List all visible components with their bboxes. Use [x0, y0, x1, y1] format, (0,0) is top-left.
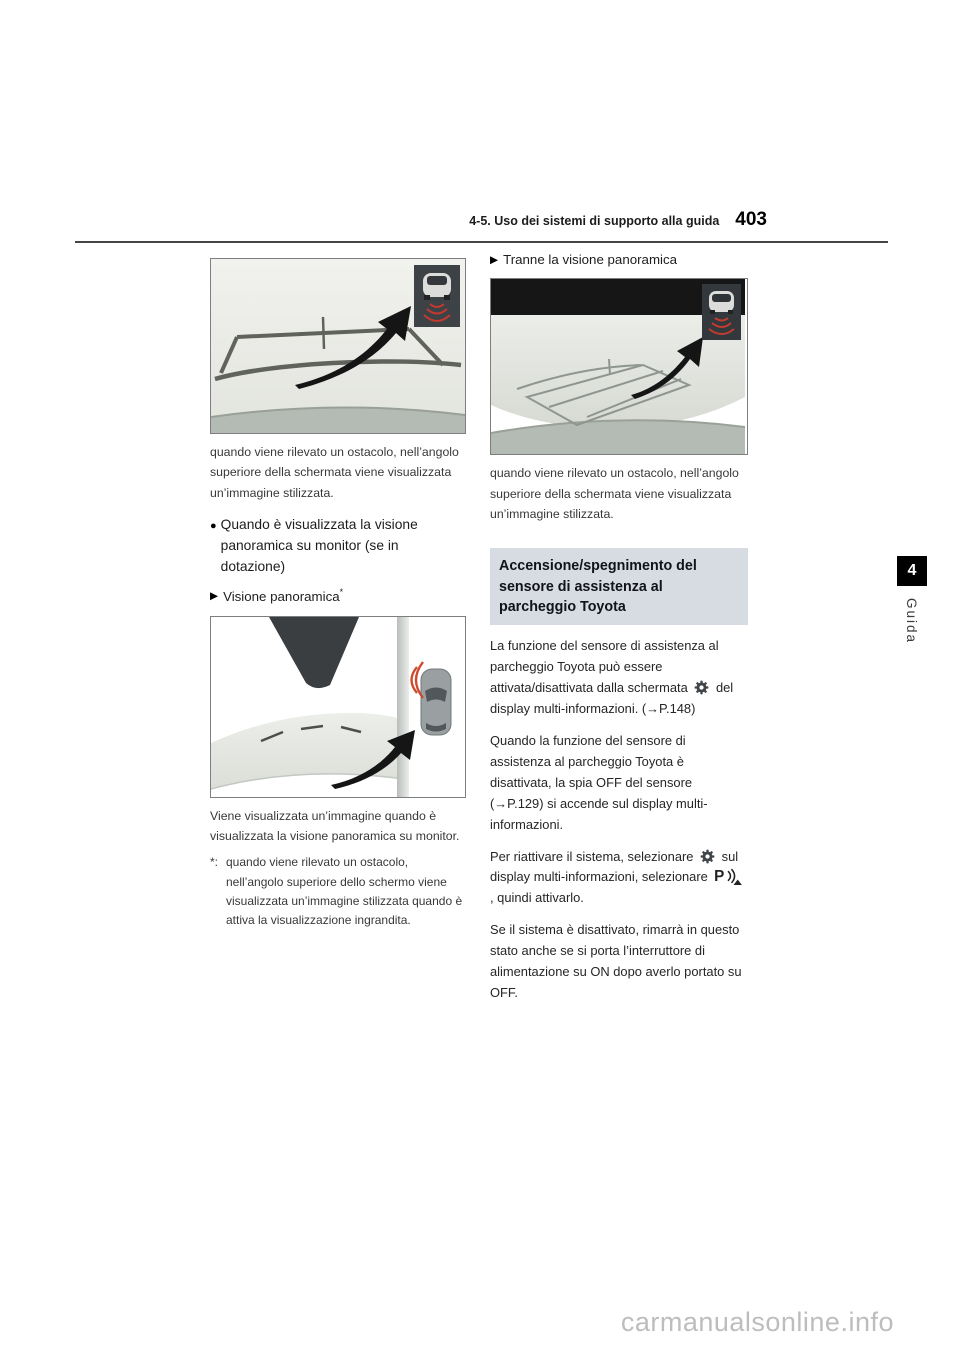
paragraph-text: del display multi-informazioni. (→P.148)	[490, 680, 734, 717]
arrow-bullet-icon: ▶	[210, 590, 219, 603]
paragraph-sensor-off-indicator: Quando la funzione del sensore di assistenza al parcheggio Toyota è disattivata, la spia OFF del sensore (→P.129) si accende sul display multi-informazioni.	[490, 733, 708, 832]
rear-camera-view-illustration	[211, 259, 465, 433]
paragraph-state-persist: Se il sistema è disattivato, rimarrà in questo stato anche se si porta l’interruttore di alimentazione su ON dopo averlo portato su OFF.	[490, 922, 742, 1000]
footnote-text: quando viene rilevato un ostacolo, nell’angolo superiore dello schermo viene visualizzata un’immagine stilizzata quando è attiva la visualizzazione ingrandita.	[226, 855, 463, 927]
panoramic-view-illustration	[211, 617, 465, 797]
left-column	[210, 258, 466, 930]
list-item-label	[223, 586, 343, 606]
chapter-tab	[897, 556, 927, 644]
list-item-text: Tranne la visione panoramica	[503, 252, 678, 267]
paragraph-reactivate	[490, 847, 748, 910]
page-header	[75, 209, 767, 231]
figure-panoramic-view-image	[210, 616, 466, 798]
watermark: carmanualsonline.info	[620, 1307, 894, 1337]
footnote	[210, 853, 466, 930]
paragraph-text: La funzione del sensore di assistenza al parcheggio Toyota può essere attivata/disattivata dalla schermata	[490, 638, 719, 696]
settings-gear-icon	[700, 849, 715, 864]
list-item-text: Visione panoramica	[223, 589, 340, 605]
page-number: 403	[735, 209, 767, 230]
parking-sensor-icon	[714, 867, 742, 885]
paragraph-text: sul display multi-informazioni, selezionare	[490, 848, 739, 885]
right-column	[490, 250, 748, 1004]
bullet-icon: ●	[210, 520, 217, 533]
bullet-item-panoramic-monitor	[210, 515, 466, 577]
list-item-except-panoramic	[490, 250, 748, 269]
arrow-bullet-icon: ▶	[490, 254, 499, 266]
footnote-marker: *:	[210, 855, 219, 870]
chapter-label: Guida	[904, 598, 919, 645]
figure-caption: quando viene rilevato un ostacolo, nell’angolo superiore della schermata viene visualizzata un’immagine stilizzata.	[490, 466, 739, 522]
section-heading: Accensione/spegnimento del sensore di assistenza al parcheggio Toyota	[490, 548, 748, 625]
bullet-text: Quando è visualizzata la visione panoramica su monitor (se in dotazione)	[220, 517, 418, 574]
chapter-number-badge: 4	[897, 556, 927, 586]
paragraph-sensor-toggle	[490, 636, 748, 720]
header-rule	[75, 241, 888, 243]
paragraph-text: , quindi attivarlo.	[490, 890, 584, 906]
non-panoramic-view-illustration	[491, 279, 745, 454]
figure-caption: Viene visualizzata un’immagine quando è visualizzata la visione panoramica su monitor.	[210, 808, 460, 843]
section-header-title: 4-5. Uso dei sistemi di supporto alla guida	[469, 214, 720, 228]
figure-caption: quando viene rilevato un ostacolo, nell’angolo superiore della schermata viene visualizzata un’immagine stilizzata.	[210, 445, 459, 500]
svg-text:P: P	[714, 868, 725, 886]
paragraph-text: Per riattivare il sistema, selezionare	[490, 848, 694, 864]
list-item-panoramic-view	[210, 586, 466, 606]
footnote-reference: *	[339, 587, 344, 598]
figure-non-panoramic-view-image	[490, 278, 748, 455]
settings-gear-icon	[694, 680, 709, 695]
figure-rear-view-stylized-image	[210, 258, 466, 434]
